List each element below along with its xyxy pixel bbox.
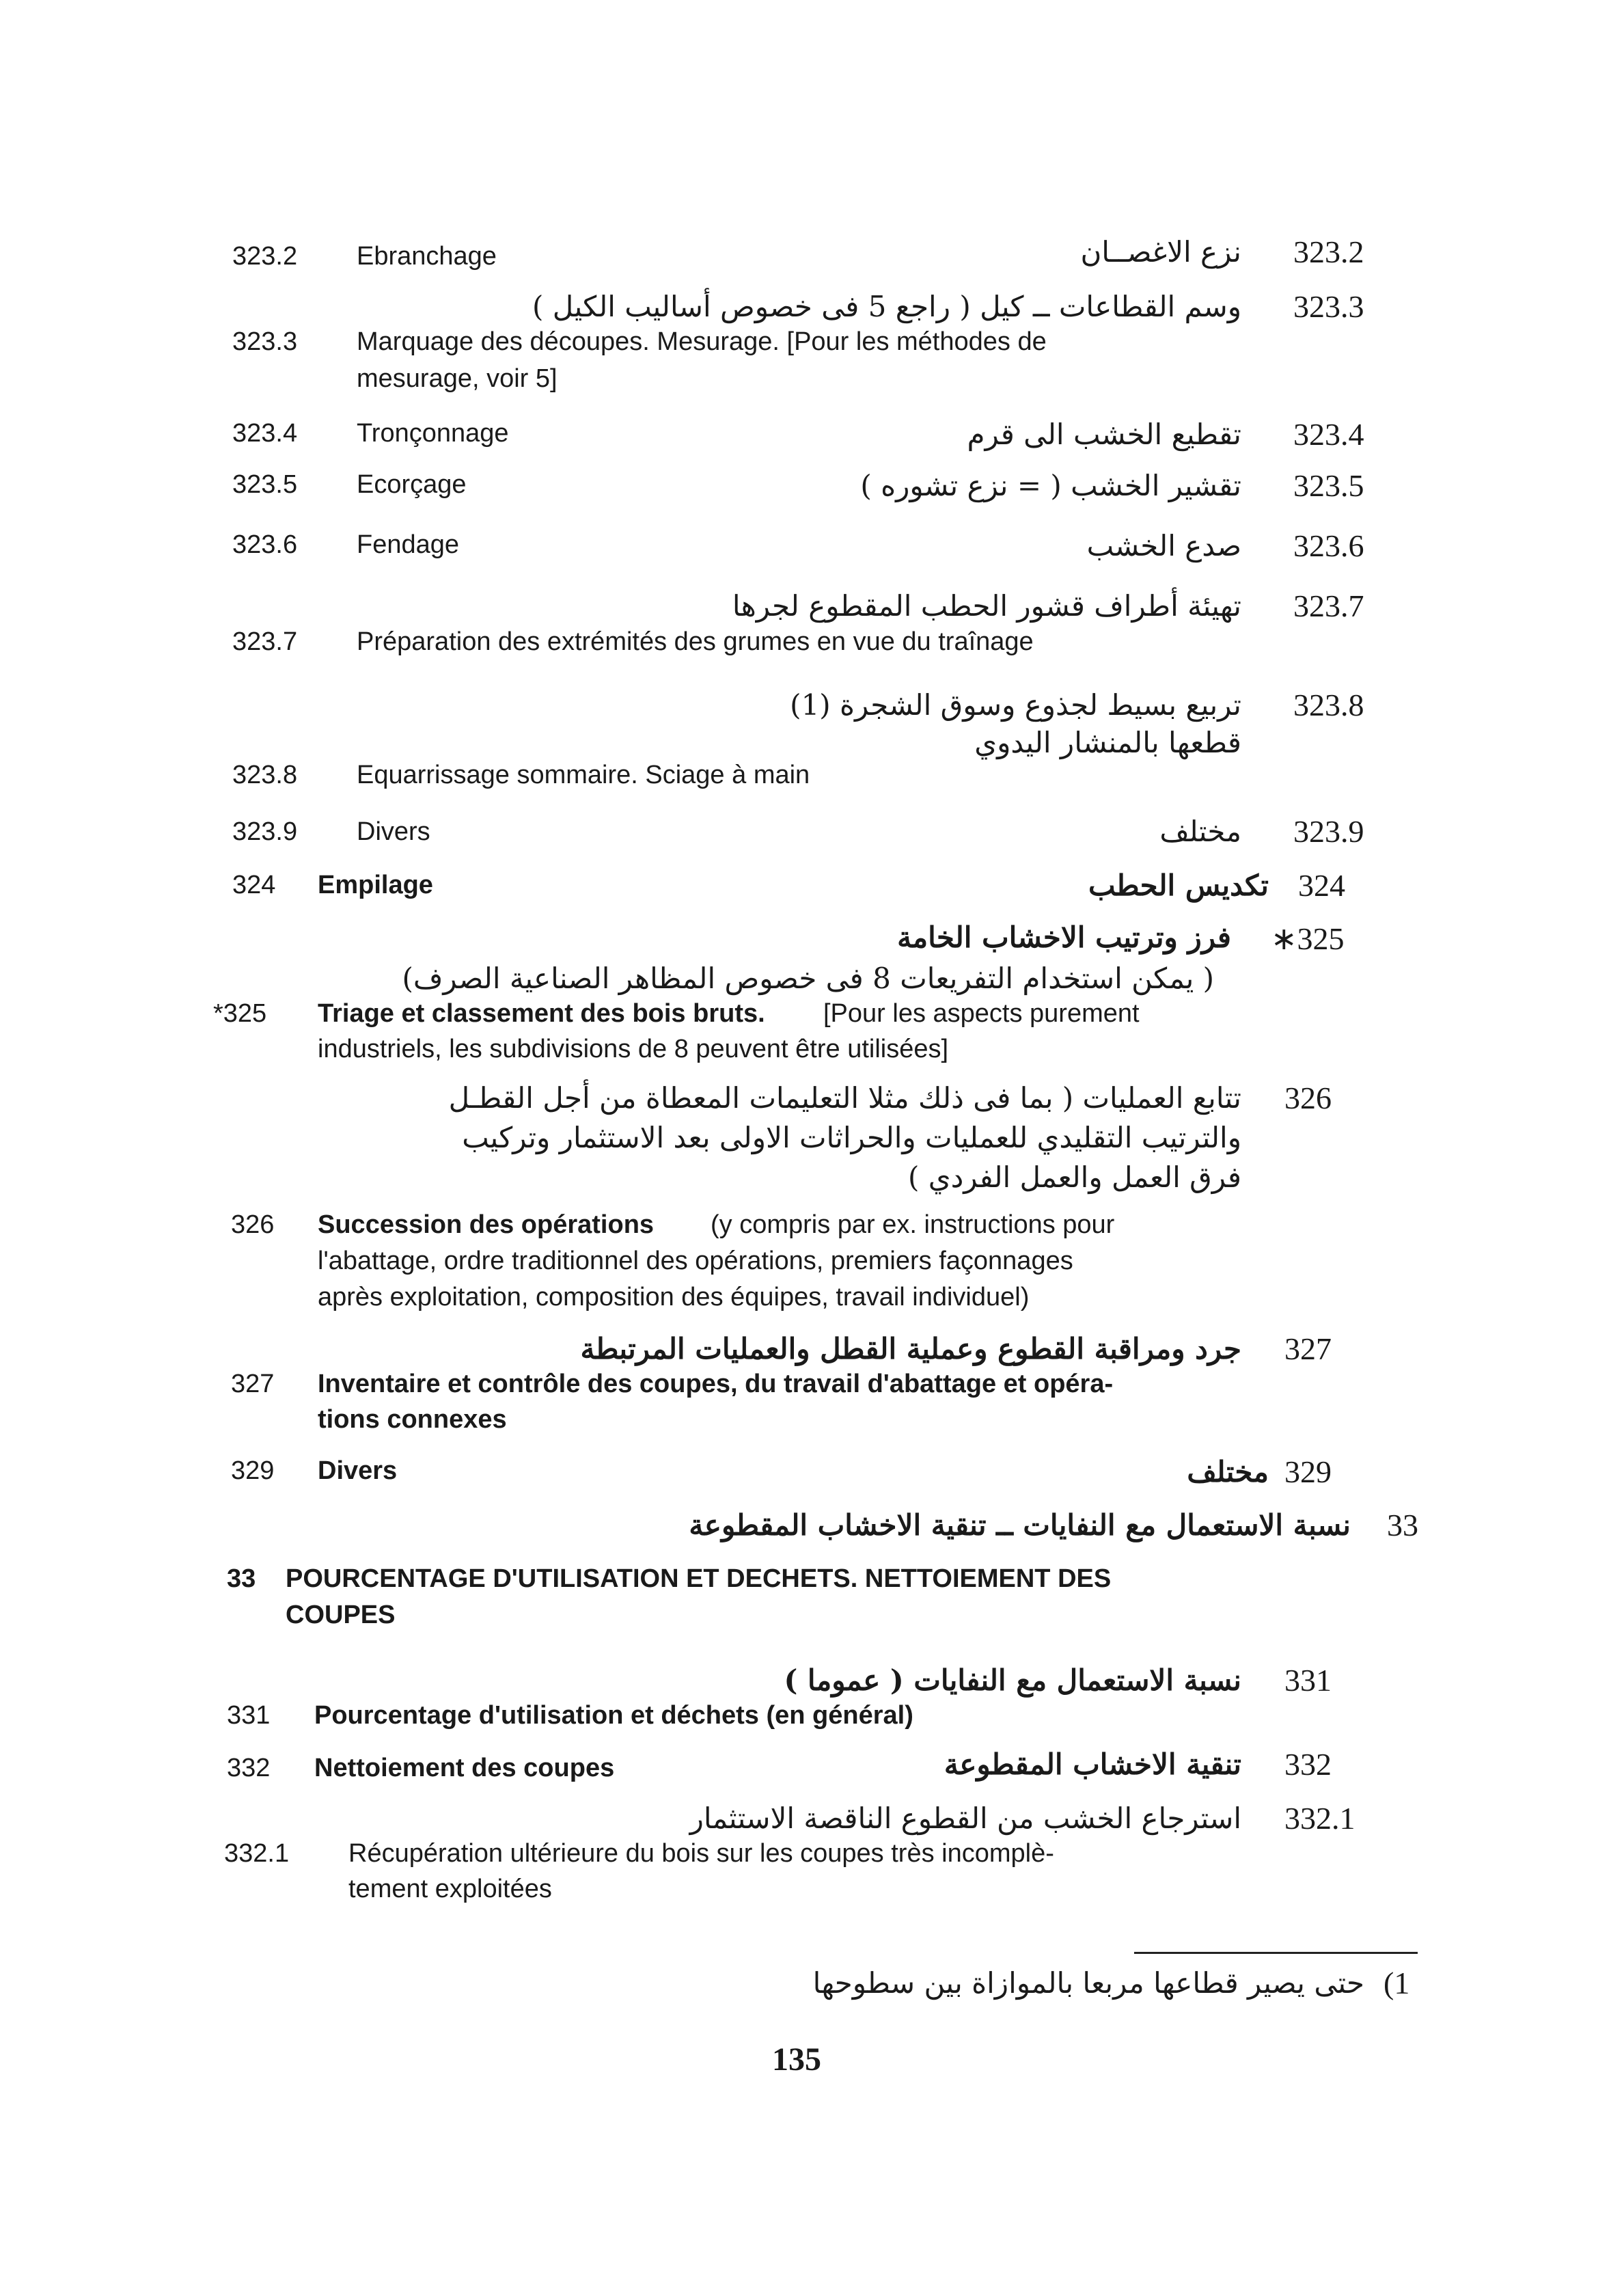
ar-entry-number: 323.8 [1293,688,1364,722]
fr-entry-text: POURCENTAGE D'UTILISATION ET DECHETS. NETTOIEMENT DES [286,1564,1112,1593]
fr-entry-text: Equarrissage sommaire. Sciage à main [357,761,810,789]
ar-entry-number: 326 [1284,1080,1332,1115]
fr-entry-number: 323.4 [232,419,298,448]
fr-entry-text: après exploitation, composition des équipes, travail individuel) [318,1283,1030,1311]
ar-entry-text: فرز وترتيب الاخشاب الخامة [897,921,1231,954]
fr-entry-number: 323.6 [232,530,298,559]
ar-entry-text: نسبة الاستعمال مع النفايات ــ تنقية الاخشاب المقطوعة [689,1508,1351,1542]
fr-entry-text: mesurage, voir 5] [357,364,558,393]
ar-entry-text: ( يمكن استخدام التفريعات 8 فى خصوص المظاهر الصناعية الصرف) [402,962,1214,995]
ar-entry-number: 323.9 [1293,814,1364,849]
ar-entry-number: 332 [1284,1747,1332,1782]
ar-entry-number: 329 [1284,1454,1332,1489]
fr-entry-number: 326 [231,1210,275,1239]
fr-entry-number: *325 [213,999,267,1028]
fr-entry-number: 323.2 [232,242,298,271]
ar-entry-text: نسبة الاستعمال مع النفايات ( عموما ) [784,1663,1241,1697]
ar-entry-number: 324 [1298,868,1345,903]
ar-entry-number: 323.4 [1293,417,1364,452]
footnote-text: حتى يصير قطاعها مربعا بالموازاة بين سطوحها [812,1966,1364,2000]
fr-entry-text: Succession des opérations [318,1210,655,1239]
ar-entry-number: 331 [1284,1663,1332,1698]
fr-entry-number: 323.5 [232,470,298,499]
fr-entry-text: Préparation des extrémités des grumes en vue du traînage [357,627,1034,656]
fr-entry-text: Tronçonnage [357,419,509,448]
ar-entry-number: 323.6 [1293,528,1364,563]
ar-entry-text: تقطيع الخشب الى قرم [967,418,1241,451]
ar-entry-number: 323.7 [1293,588,1364,623]
fr-entry-text: [Pour les aspects purement [823,999,1140,1028]
ar-entry-text: فرق العمل والعمل الفردي ) [907,1160,1241,1194]
ar-entry-number: 332.1 [1284,1801,1355,1836]
fr-entry-text: Triage et classement des bois bruts. [318,999,765,1028]
fr-entry-text: (y compris par ex. instructions pour [711,1210,1115,1239]
ar-entry-text: قطعها بالمنشار اليدوي [974,726,1241,759]
ar-entry-text: مختلف [1159,815,1241,848]
page-number: 135 [772,2041,821,2078]
fr-entry-text: Inventaire et contrôle des coupes, du travail d'abattage et opéra- [318,1370,1114,1398]
ar-entry-text: جرد ومراقبة القطوع وعملية القطل والعمليات المرتبطة [580,1332,1241,1365]
fr-entry-text: Ecorçage [357,470,467,499]
fr-entry-number: 33 [227,1564,256,1593]
fr-entry-text: Ebranchage [357,242,497,271]
ar-entry-number: 327 [1284,1331,1332,1366]
ar-entry-text: صدع الخشب [1086,529,1241,562]
fr-entry-number: 324 [232,871,276,899]
fr-entry-text: Fendage [357,530,460,559]
ar-entry-text: تتابع العمليات ( بما فى ذلك مثلا التعليمات المعطاة من أجل القطـل [448,1081,1241,1115]
fr-entry-number: 327 [231,1370,275,1398]
fr-entry-text: Divers [357,817,430,846]
ar-entry-number: ∗325 [1271,921,1345,956]
ar-entry-text: تنقية الاخشاب المقطوعة [944,1748,1241,1781]
ar-entry-number: 33 [1387,1508,1418,1542]
ar-entry-number: 323.2 [1293,234,1364,269]
fr-entry-text: tement exploitées [348,1875,552,1903]
fr-entry-number: 323.8 [232,761,298,789]
fr-entry-text: COUPES [286,1601,396,1629]
fr-entry-text: Empilage [318,871,433,899]
ar-entry-text: نزع الاغصــان [1080,235,1241,269]
ar-entry-text: تربيع بسيط لجذوع وسوق الشجرة (1) [790,688,1241,722]
ar-entry-text: وسم القطاعات ــ كيل ( راجع 5 فى خصوص أساليب الكيل ) [532,290,1241,323]
ar-entry-number: 323.5 [1293,468,1364,503]
ar-entry-text: تهيئة أطراف قشور الحطب المقطوع لجرها [732,589,1241,623]
fr-entry-number: 329 [231,1456,275,1485]
fr-entry-number: 323.7 [232,627,298,656]
ar-entry-text: والترتيب التقليدي للعمليات والحراثات الاولى بعد الاستثمار وتركيب [462,1121,1241,1154]
footnote-rule [1134,1952,1418,1954]
fr-entry-number: 332.1 [224,1839,290,1868]
fr-entry-number: 323.9 [232,817,298,846]
ar-entry-text: مختلف [1187,1455,1269,1488]
fr-entry-text: Pourcentage d'utilisation et déchets (en général) [314,1701,913,1730]
fr-entry-number: 323.3 [232,327,298,356]
fr-entry-number: 331 [227,1701,271,1730]
fr-entry-number: 332 [227,1754,271,1782]
ar-entry-text: تكديس الحطب [1088,869,1269,902]
ar-entry-number: 323.3 [1293,289,1364,324]
fr-entry-text: Récupération ultérieure du bois sur les coupes très incomplè- [348,1839,1054,1868]
footnote-marker: (1 [1384,1966,1410,2000]
ar-entry-text: تقشير الخشب ( = نزع تشوره ) [860,469,1241,502]
fr-entry-text: industriels, les subdivisions de 8 peuvent être utilisées] [318,1035,949,1063]
fr-entry-text: tions connexes [318,1405,507,1434]
fr-entry-text: Nettoiement des coupes [314,1754,615,1782]
fr-entry-text: Divers [318,1456,398,1485]
fr-entry-text: l'abattage, ordre traditionnel des opérations, premiers façonnages [318,1247,1073,1275]
fr-entry-text: Marquage des découpes. Mesurage. [Pour les méthodes de [357,327,1047,356]
ar-entry-text: استرجاع الخشب من القطوع الناقصة الاستثمار [689,1802,1241,1835]
